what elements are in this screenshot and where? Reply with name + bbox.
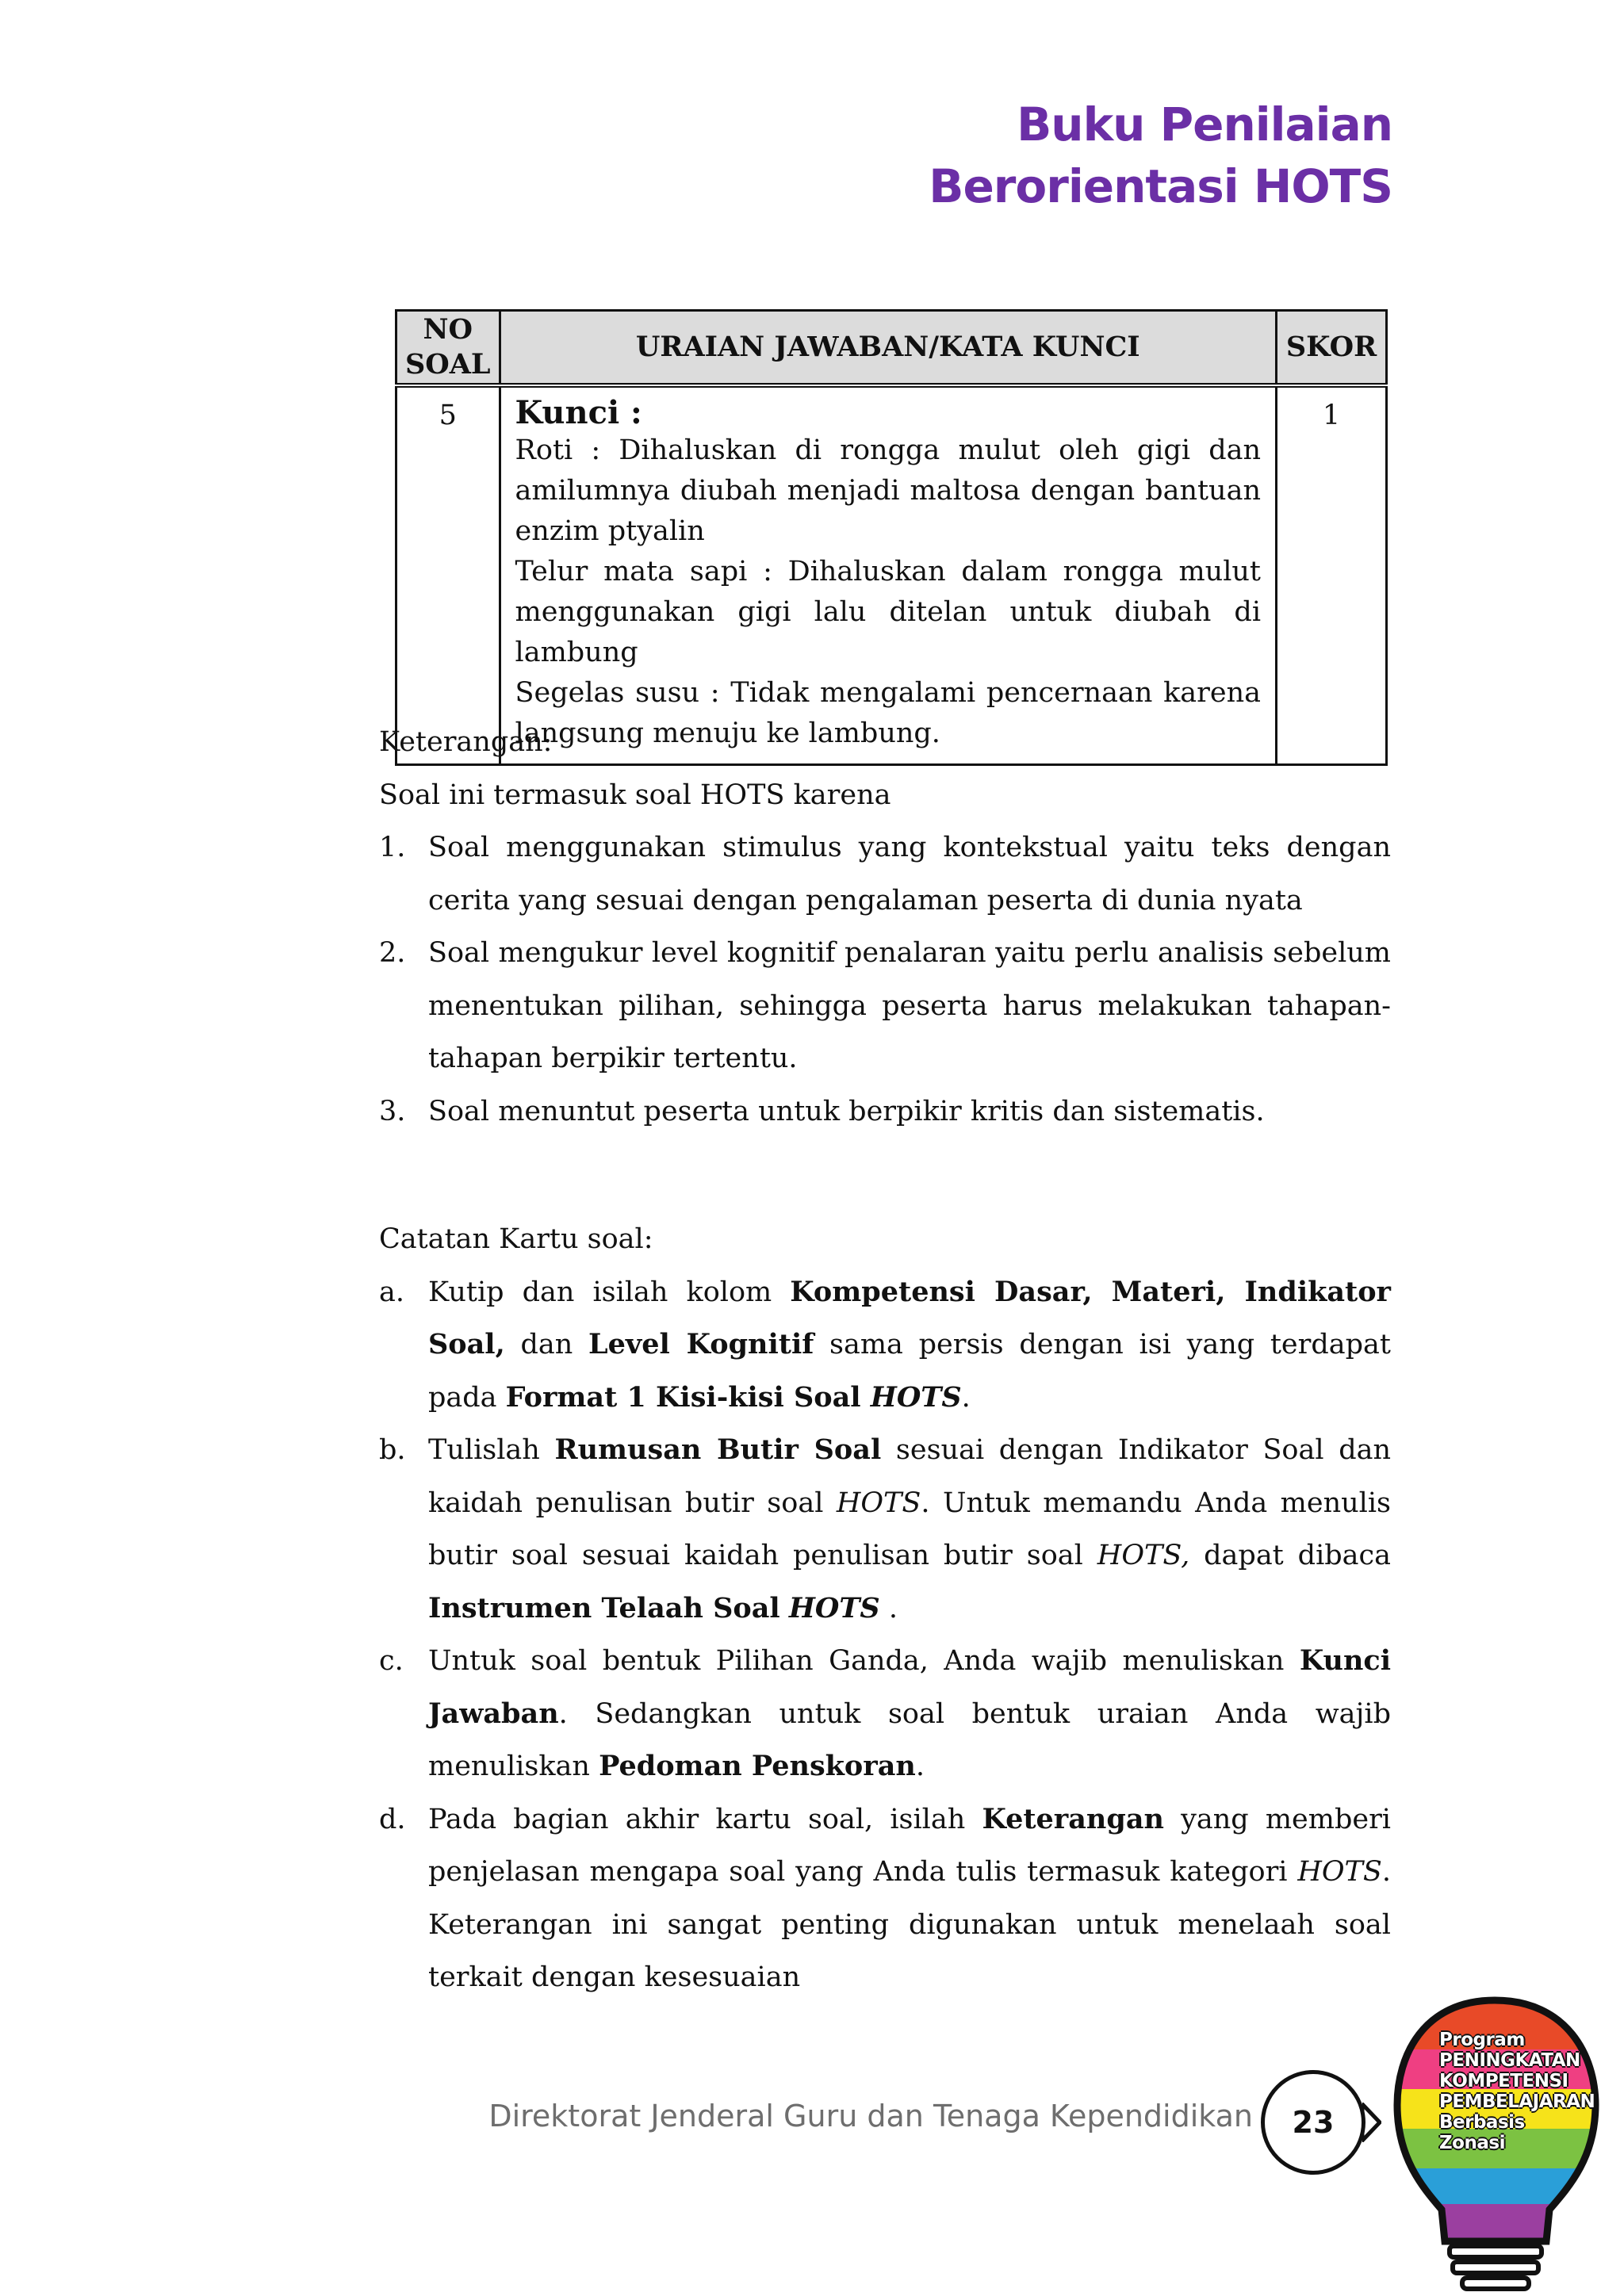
book-title [929,94,1392,217]
kunci-line-telur: Telur mata sapi : Dihaluskan dalam rongga mulut menggunakan gigi lalu ditelan untuk diubah di lambung [515,556,1262,668]
list-item: 1. Soal menggunakan stimulus yang kontekstual yaitu teks dengan cerita yang sesuai dengan pengalaman peserta di dunia nyata [379,832,1391,916]
kunci-line-susu: Segelas susu : Tidak mengalami pencernaan karena langsung menuju ke lambung. [515,677,1262,749]
header-skor: SKOR [1277,311,1387,386]
book-title-line1: Buku Penilaian [1017,98,1392,151]
cell-uraian [500,385,1276,765]
logo-text: Program PENINGKATAN KOMPETENSI PEMBELAJARAN Berbasis Zonasi [1439,2030,1595,2153]
footer-directorate: Direktorat Jenderal Guru dan Tenaga Kependidikan [488,2099,1253,2133]
kunci-label: Kunci : [515,394,642,431]
hots-reasons-list [379,821,1391,1138]
catatan-section [379,1213,1391,2004]
list-item: b. Tulislah Rumusan Butir Soal sesuai dengan Indikator Soal dan kaidah penulisan butir soal HOTS. Untuk memandu Anda menulis butir soal sesuai kaidah penulisan butir soal HOTS, dapat dibaca Instrumen Telaah Soal HOTS . [379,1433,1392,1624]
catatan-label: Catatan Kartu soal: [379,1223,653,1255]
header-no-soal: NO SOAL [396,311,500,386]
catatan-list [379,1266,1391,2004]
list-item: a. Kutip dan isilah kolom Kompetensi Dasar, Materi, Indikator Soal, dan Level Kognitif sama persis dengan isi yang terdapat pada Format 1 Kisi-kisi Soal HOTS. [379,1275,1391,1414]
keterangan-section [379,716,1391,1138]
kunci-line-roti: Roti : Dihaluskan di rongga mulut oleh gigi dan amilumnya diubah menjadi maltosa dengan bantuan enzim ptyalin [515,434,1262,547]
page-number: 23 [1261,2070,1365,2175]
answer-key-table [395,309,1388,766]
cell-no: 5 [396,385,500,765]
table-header-row [396,311,1387,386]
keterangan-intro: Soal ini termasuk soal HOTS karena [379,779,891,811]
table-row [396,385,1387,765]
book-title-line2: Berorientasi HOTS [929,159,1392,213]
keterangan-label: Keterangan: [379,726,553,758]
cell-skor: 1 [1277,385,1387,765]
list-item: d. Pada bagian akhir kartu soal, isilah Keterangan yang memberi penjelasan mengapa soal yang Anda tulis termasuk kategori HOTS. Keterangan ini sangat penting digunakan untuk menelaah soal terkait dengan kesesuaian [379,1802,1391,1993]
header-uraian: URAIAN JAWABAN/KATA KUNCI [500,311,1276,386]
list-item: c. Untuk soal bentuk Pilihan Ganda, Anda wajib menuliskan Kunci Jawaban. Sedangkan untuk soal bentuk uraian Anda wajib menuliskan Pedoman Penskoran. [379,1644,1391,1782]
list-item: 2. Soal mengukur level kognitif penalaran yaitu perlu analisis sebelum menentukan pilihan, sehingga peserta harus melakukan tahapan-tahapan berpikir tertentu. [379,937,1391,1074]
list-item: 3. Soal menuntut peserta untuk berpikir kritis dan sistematis. [379,1095,1265,1127]
